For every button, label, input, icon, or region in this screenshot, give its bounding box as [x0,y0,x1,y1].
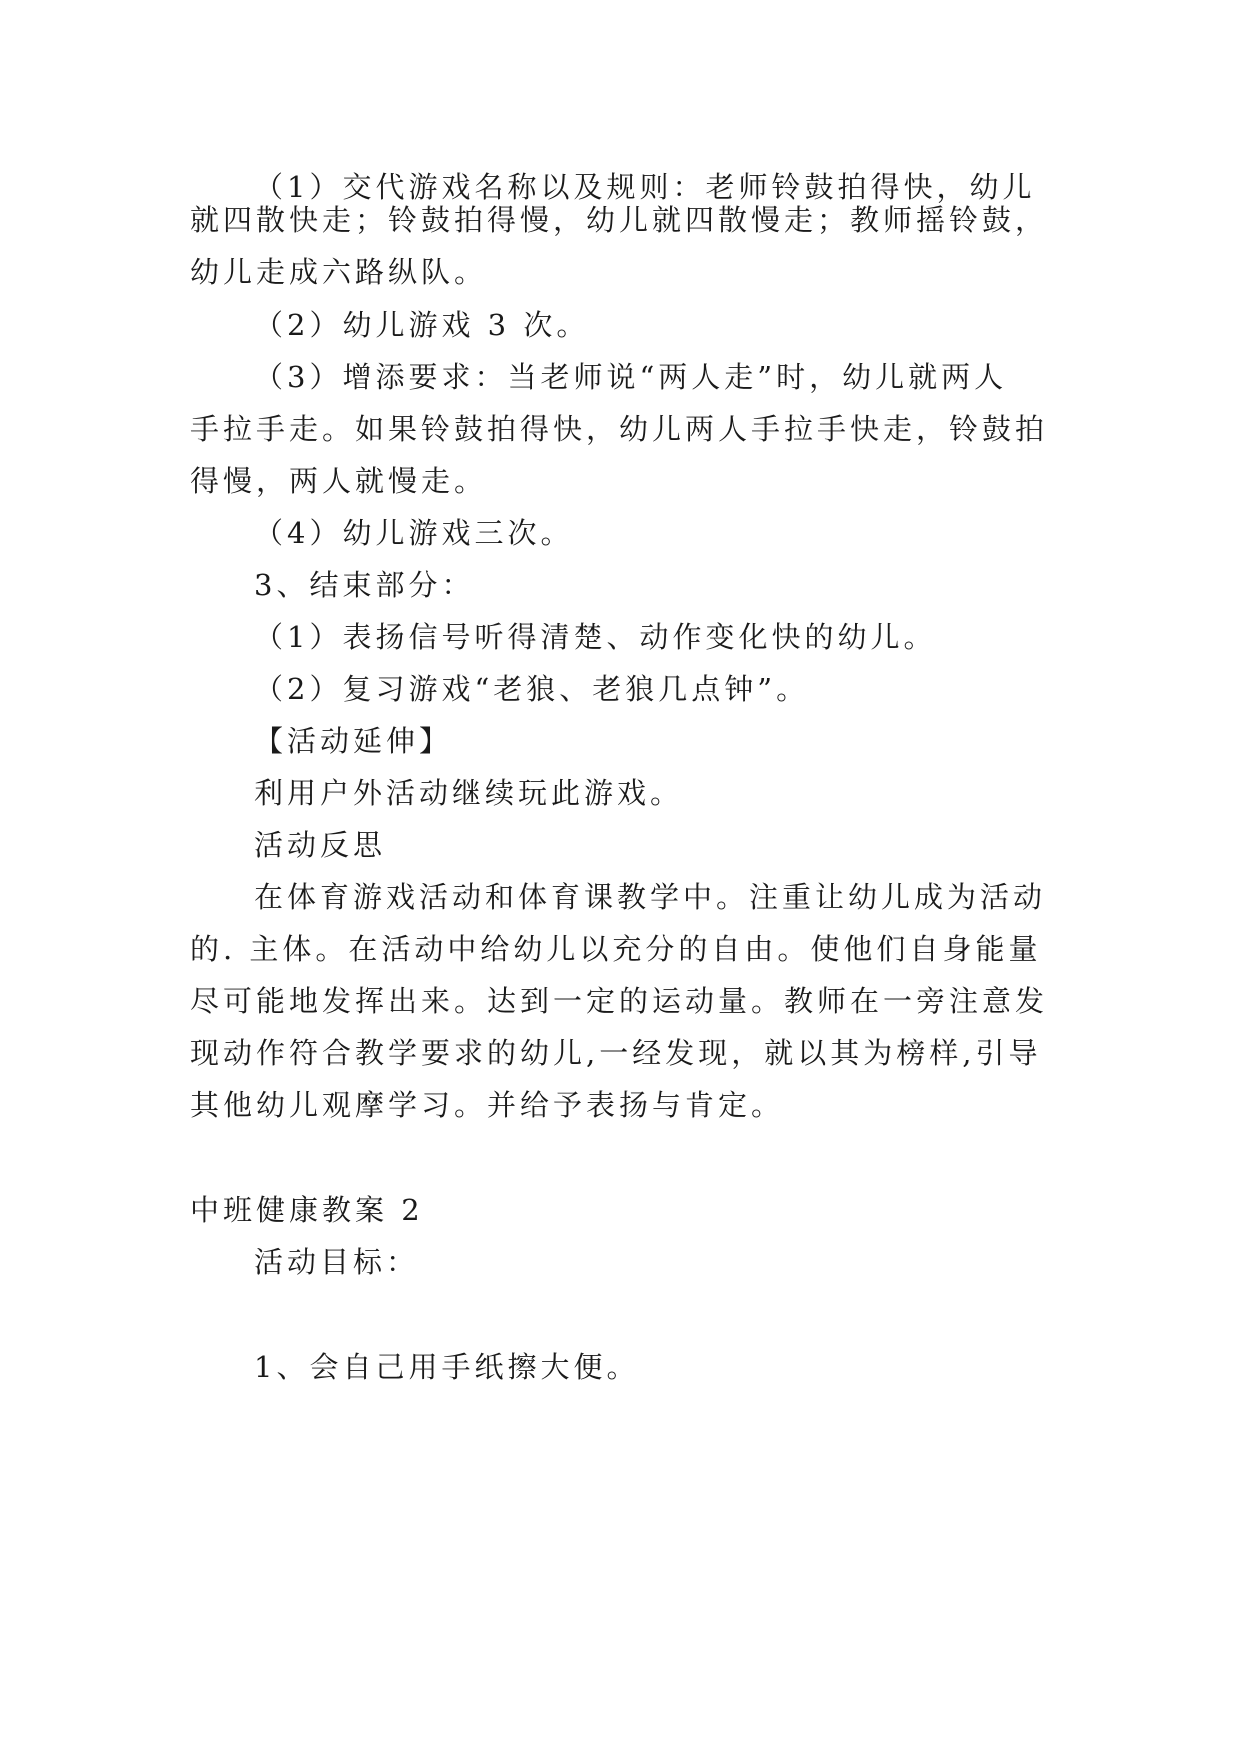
paragraph-line: 的. 主体。在活动中给幼儿以充分的自由。使他们自身能量 [190,932,1042,966]
paragraph-line: 现动作符合教学要求的幼儿,一经发现，就以其为榜样,引导 [190,1036,1042,1070]
section-heading: 活动目标： [254,1245,420,1279]
section-heading: 活动反思 [254,828,387,862]
paragraph-line: 利用户外活动继续玩此游戏。 [254,776,684,810]
paragraph-line: 尽可能地发挥出来。达到一定的运动量。教师在一旁注意发 [190,984,1049,1018]
paragraph-line: 在体育游戏活动和体育课教学中。注重让幼儿成为活动 [254,880,1047,914]
paragraph-line: 其他幼儿观摩学习。并给予表扬与肯定。 [190,1088,785,1122]
paragraph-line: 就四散快走；铃鼓拍得慢，幼儿就四散慢走；教师摇铃鼓， [190,203,1049,237]
paragraph-line: （2）复习游戏“老狼、老狼几点钟”。 [254,672,810,706]
paragraph-line: （3）增添要求：当老师说“两人走”时，幼儿就两人 [254,360,1008,394]
paragraph-line: 1、会自己用手纸擦大便。 [254,1350,640,1384]
paragraph-line: 手拉手走。如果铃鼓拍得快，幼儿两人手拉手快走，铃鼓拍 [190,412,1049,446]
paragraph-line: （4）幼儿游戏三次。 [254,516,574,550]
paragraph-line: （1）交代游戏名称以及规则：老师铃鼓拍得快，幼儿 [254,170,1036,204]
section-heading: 【活动延伸】 [254,724,453,758]
document-title: 中班健康教案 2 [190,1193,424,1227]
paragraph-line: （2）幼儿游戏 3 次。 [254,308,590,342]
paragraph-line: 得慢，两人就慢走。 [190,464,488,498]
paragraph-line: 幼儿走成六路纵队。 [190,255,488,289]
paragraph-line: （1）表扬信号听得清楚、动作变化快的幼儿。 [254,620,937,654]
section-heading: 3、结束部分： [254,568,475,602]
